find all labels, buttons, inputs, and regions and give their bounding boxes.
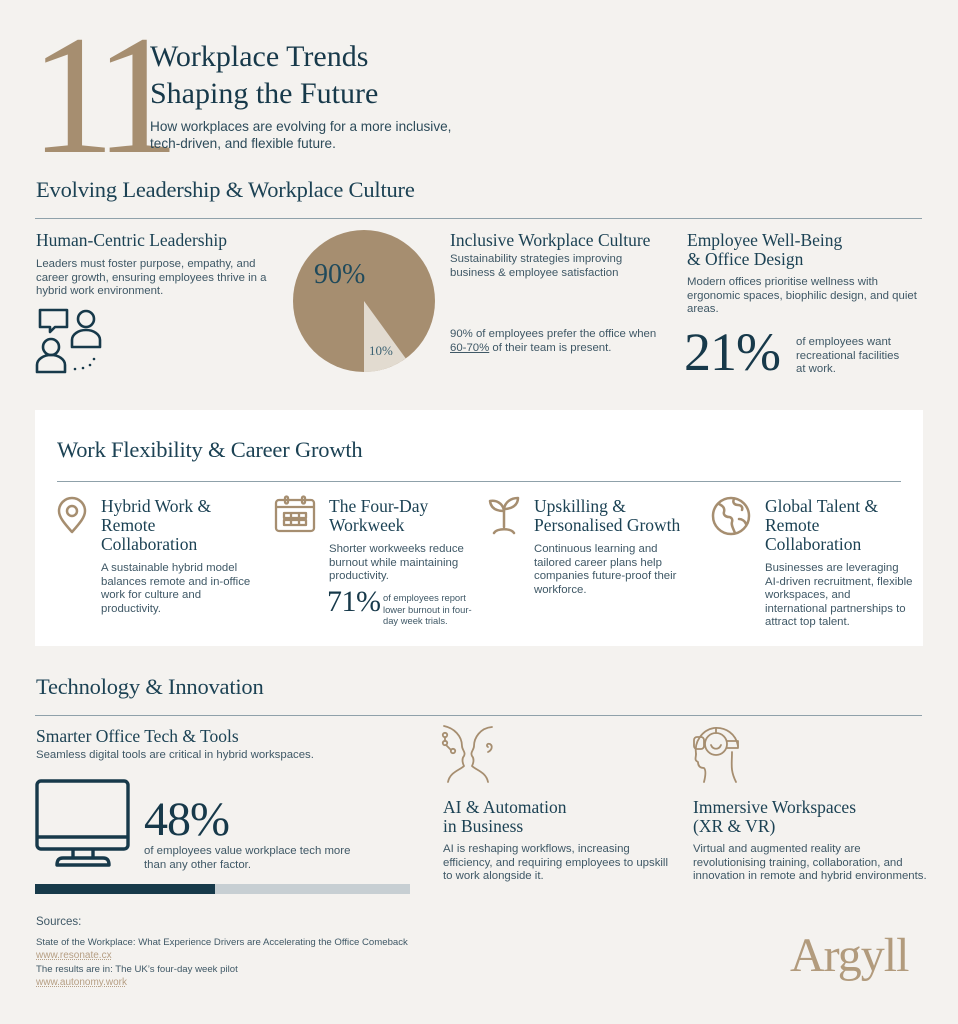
inclusive-stat: [450, 328, 670, 355]
sprout-icon: [487, 495, 521, 535]
immersive-title-line-1: Immersive Workspaces: [693, 797, 857, 817]
card-title-global: Global Talent & Remote Collaboration: [765, 496, 879, 554]
vr-headset-icon: [692, 724, 744, 786]
title-line-1: Workplace Trends: [150, 40, 369, 73]
ai-title: [443, 798, 566, 836]
tools-subtitle: Seamless digital tools are critical in hybrid workspaces.: [36, 749, 314, 761]
tech-progress-bar: [35, 884, 410, 894]
title-line-2: Shaping the Future: [150, 77, 379, 110]
subtitle-line-2: tech-driven, and flexible future.: [150, 136, 336, 151]
source-link[interactable]: www.autonomy.work: [36, 976, 127, 988]
desktop-monitor-icon: [35, 779, 131, 871]
inclusive-stat-text-after: of their team is present.: [489, 341, 612, 354]
pie-chart: [292, 229, 438, 375]
fourday-stat-value: 71%: [327, 585, 381, 618]
tech-progress-fill: [35, 884, 215, 894]
section-title-leadership: Evolving Leadership & Workplace Culture: [36, 177, 415, 202]
wellbeing-text: Modern offices prioritise wellness with ergonomic spaces, biophilic design, and quiet areas.: [687, 276, 917, 316]
people-conversation-icon: [34, 307, 106, 375]
section-divider: [35, 218, 922, 219]
wellbeing-title-line-1: Employee Well-Being: [687, 230, 843, 250]
card-text-fourday: Shorter workweeks reduce burnout while maintaining productivity.: [329, 543, 464, 583]
big-number-eleven: 11: [30, 1, 166, 189]
leadership-title: Human-Centric Leadership: [36, 230, 227, 250]
leadership-text: Leaders must foster purpose, empathy, and career growth, ensuring employees thrive in a hybrid work environment.: [36, 258, 267, 298]
wellbeing-title: [687, 231, 842, 269]
fourday-stat-text: of employees report lower burnout in four-day week trials.: [383, 592, 472, 627]
ai-title-line-1: AI & Automation: [443, 797, 567, 817]
immersive-title-line-2: (XR & VR): [693, 816, 776, 836]
section-divider: [35, 715, 922, 716]
wellbeing-stat-value: 21%: [684, 322, 780, 382]
globe-icon: [710, 495, 752, 537]
section-divider: [57, 481, 901, 482]
calendar-icon: [274, 495, 316, 533]
immersive-text: Virtual and augmented reality are revolutionising training, collaboration, and innovation in remote and hybrid environments.: [693, 843, 927, 883]
location-pin-icon: [56, 496, 88, 534]
card-title-upskilling: Upskilling & Personalised Growth: [534, 496, 681, 535]
source-title: State of the Workplace: What Experience Drivers are Accelerating the Office Comeback: [36, 937, 408, 948]
inclusive-stat-text: 90% of employees prefer the office when: [450, 328, 657, 340]
card-title-hybrid: Hybrid Work & Remote Collaboration: [101, 496, 212, 554]
pie-label-minor: 10%: [369, 343, 393, 358]
section-title-flexibility: Work Flexibility & Career Growth: [57, 437, 363, 462]
subtitle-line-1: How workplaces are evolving for a more inclusive,: [150, 119, 452, 134]
card-text-hybrid: A sustainable hybrid model balances remote and in-office work for culture and productivity.: [101, 562, 251, 615]
tools-title: Smarter Office Tech & Tools: [36, 726, 239, 746]
wellbeing-stat-text: of employees want recreational facilities at work.: [796, 336, 900, 376]
page-title: [150, 38, 378, 112]
brand-logo: Argyll: [790, 929, 909, 982]
card-text-upskilling: Continuous learning and tailored career plans help companies future-proof their workforce.: [534, 543, 677, 596]
sources-label: Sources:: [36, 916, 82, 928]
sources-list: [36, 937, 408, 989]
wellbeing-title-line-2: & Office Design: [687, 249, 804, 269]
inclusive-stat-link[interactable]: 60-70%: [450, 341, 490, 354]
tools-stat-value: 48%: [144, 793, 229, 846]
immersive-title: [693, 798, 856, 836]
ai-faces-icon: [440, 724, 500, 786]
card-text-global: Businesses are leveraging AI-driven recruitment, flexible workspaces, and international partnerships to attract top talent.: [765, 562, 913, 629]
pie-label-major: 90%: [314, 259, 366, 290]
page-subtitle: [150, 118, 451, 152]
tools-stat-text: of employees value workplace tech more than any other factor.: [144, 845, 351, 871]
card-title-fourday: The Four-Day Workweek: [329, 496, 429, 535]
section-title-technology: Technology & Innovation: [36, 674, 264, 699]
inclusive-title: Inclusive Workplace Culture: [450, 230, 651, 250]
ai-text: AI is reshaping workflows, increasing efficiency, and requiring employees to upskill to work alongside it.: [443, 843, 668, 883]
ai-title-line-2: in Business: [443, 816, 524, 836]
source-link[interactable]: www.resonate.cx: [36, 949, 112, 961]
inclusive-text: Sustainability strategies improving business & employee satisfaction: [450, 253, 623, 279]
source-title: The results are in: The UK’s four-day week pilot: [36, 964, 238, 975]
